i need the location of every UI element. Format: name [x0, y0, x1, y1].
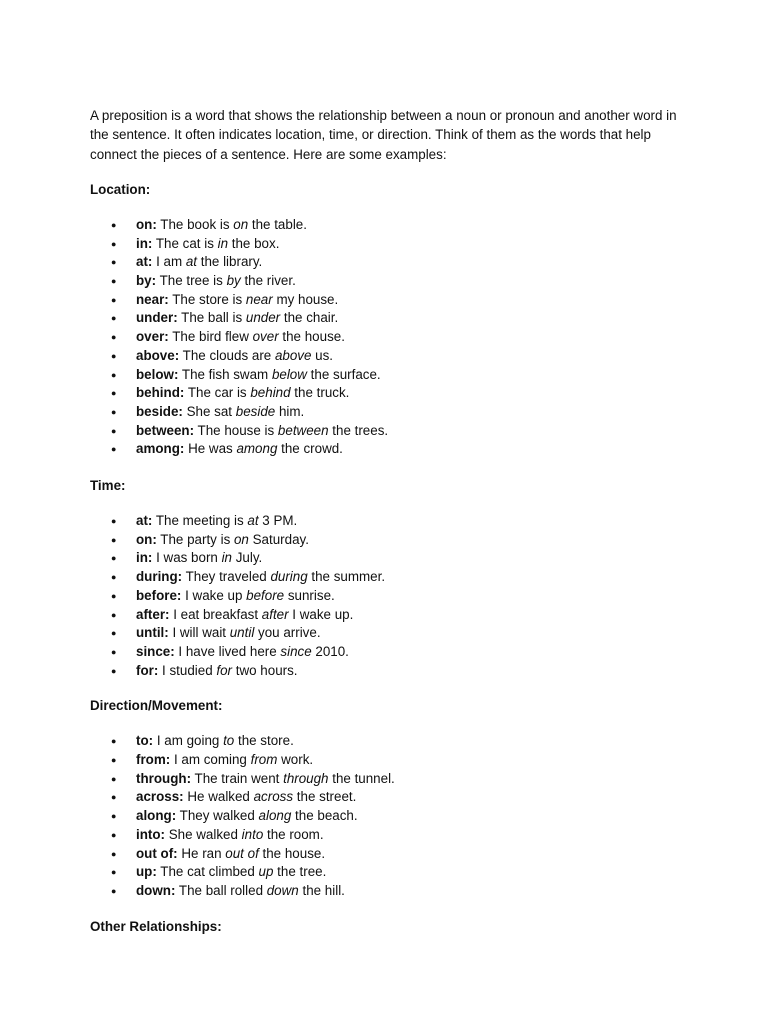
list-item — [90, 882, 690, 901]
list-item — [90, 788, 690, 807]
example-text: the library. — [197, 254, 263, 270]
example-text: I have lived here — [174, 643, 281, 659]
example-text: The cat is — [152, 235, 218, 251]
example-text: I wake up — [181, 587, 247, 603]
example-text: She walked — [165, 826, 242, 842]
preposition-term: through: — [136, 770, 192, 786]
list-item — [90, 216, 690, 235]
example-text: two hours. — [232, 662, 298, 678]
list-item — [90, 512, 690, 531]
preposition-term: between: — [136, 422, 195, 438]
list-item — [90, 863, 690, 882]
example-text: the crowd. — [277, 441, 343, 457]
list-item — [90, 606, 690, 625]
list-item — [90, 770, 690, 789]
example-emphasis: on — [233, 216, 249, 232]
preposition-term: in: — [136, 235, 153, 251]
example-text: The car is — [184, 385, 251, 401]
example-text: the river. — [240, 273, 296, 288]
preposition-term: near: — [136, 291, 169, 307]
example-text: I will wait — [168, 625, 230, 641]
preposition-term: to: — [136, 733, 154, 749]
list-item — [90, 347, 690, 366]
list-item — [90, 422, 690, 441]
preposition-term: among: — [136, 441, 185, 457]
preposition-term: over: — [136, 329, 169, 345]
preposition-term: in: — [136, 550, 153, 566]
list-item — [90, 440, 690, 459]
example-text: my house. — [272, 291, 339, 307]
example-text: the street. — [293, 789, 357, 805]
section-heading: Direction/Movement: — [90, 698, 223, 714]
preposition-term: above: — [136, 347, 180, 363]
example-text: 2010. — [311, 643, 349, 659]
example-text: He ran — [177, 845, 226, 861]
list-item — [90, 845, 690, 864]
example-text: The tree is — [156, 273, 227, 288]
example-emphasis: on — [233, 531, 249, 547]
example-text: He walked — [183, 789, 254, 805]
list-item — [90, 732, 690, 751]
preposition-term: since: — [136, 643, 175, 659]
example-text: She sat — [182, 403, 236, 419]
example-text: I am going — [153, 733, 224, 749]
example-emphasis: under — [245, 310, 281, 326]
preposition-term: beside: — [136, 403, 183, 419]
example-emphasis: between — [277, 422, 329, 438]
list-item — [90, 366, 690, 385]
example-emphasis: at — [185, 254, 198, 270]
example-emphasis: since — [280, 643, 312, 659]
preposition-term: under: — [136, 310, 178, 326]
example-text: the chair. — [280, 310, 339, 326]
example-text: us. — [311, 347, 334, 363]
example-text: the room. — [263, 826, 324, 842]
preposition-term: before: — [136, 587, 182, 603]
example-emphasis: beside — [235, 403, 276, 419]
example-emphasis: above — [274, 347, 312, 363]
preposition-term: on: — [136, 216, 157, 232]
section-heading: Location: — [90, 181, 151, 197]
example-emphasis: during — [270, 569, 308, 585]
example-emphasis: along — [258, 808, 292, 824]
list-item — [90, 291, 690, 310]
example-text: I eat breakfast — [169, 606, 262, 622]
example-emphasis: over — [252, 329, 279, 345]
list-item — [90, 807, 690, 826]
preposition-term: across: — [136, 789, 184, 805]
example-text: the beach. — [291, 808, 358, 824]
example-text: The meeting is — [152, 513, 248, 529]
example-text: the tunnel. — [328, 770, 395, 786]
list-item — [90, 403, 690, 422]
section-heading: Other Relationships: — [90, 918, 222, 934]
preposition-term: on: — [136, 531, 157, 547]
example-emphasis: up — [258, 864, 274, 880]
preposition-term: after: — [136, 606, 170, 622]
example-emphasis: down — [266, 882, 299, 898]
preposition-term: out of: — [136, 845, 178, 861]
example-text: the trees. — [328, 422, 389, 438]
example-emphasis: near — [245, 291, 273, 307]
list-item — [90, 624, 690, 643]
example-text: He was — [184, 441, 237, 457]
example-emphasis: to — [223, 733, 235, 749]
preposition-term: into: — [136, 826, 165, 842]
list-item — [90, 531, 690, 550]
preposition-term: from: — [136, 752, 171, 768]
example-emphasis: behind — [250, 385, 291, 401]
intro-paragraph: A preposition is a word that shows the relationship between a noun or pronoun and another word in the sentence. It often indicates location, time, or direction. Think of them as the words that help connect the pieces of a sentence. Here are some examples: — [90, 108, 677, 162]
preposition-term: up: — [136, 864, 157, 880]
example-text: They traveled — [182, 569, 271, 585]
list-item — [90, 568, 690, 587]
preposition-term: during: — [136, 569, 183, 585]
example-text: The book is — [156, 216, 234, 232]
example-text: the box. — [228, 235, 280, 251]
list-item — [90, 328, 690, 347]
example-emphasis: for — [216, 662, 233, 678]
example-text: I am — [152, 254, 186, 270]
sections-container — [90, 181, 690, 936]
example-text: The store is — [168, 291, 246, 307]
list-item — [90, 643, 690, 662]
example-emphasis: at — [247, 513, 259, 529]
example-text: the house. — [278, 329, 345, 345]
example-text: The bird flew — [168, 329, 253, 345]
example-text: the table. — [248, 216, 307, 232]
example-text: the truck. — [290, 385, 350, 401]
preposition-term: at: — [136, 513, 153, 529]
list-item — [90, 384, 690, 403]
example-text: The ball rolled — [175, 882, 267, 898]
example-text: the tree. — [273, 864, 327, 880]
example-text: The fish swam — [178, 366, 272, 382]
example-emphasis: after — [261, 606, 289, 622]
preposition-term: until: — [136, 625, 169, 641]
example-text: him. — [275, 403, 305, 419]
section-heading: Time: — [90, 478, 126, 494]
preposition-list — [90, 512, 690, 680]
example-text: the surface. — [306, 366, 381, 382]
list-item — [90, 253, 690, 272]
example-text: The ball is — [177, 310, 246, 326]
preposition-term: at: — [136, 254, 153, 270]
list-item — [90, 235, 690, 254]
example-emphasis: from — [250, 752, 278, 768]
example-text: The cat climbed — [156, 864, 259, 880]
example-emphasis: below — [271, 366, 307, 382]
list-item — [90, 826, 690, 845]
list-item — [90, 662, 690, 681]
example-emphasis: into — [241, 826, 264, 842]
example-text: 3 PM. — [258, 513, 298, 529]
example-text: The clouds are — [179, 347, 275, 363]
example-text: Saturday. — [248, 531, 309, 547]
preposition-term: by: — [136, 273, 157, 288]
example-emphasis: in — [221, 550, 233, 566]
example-text: the house. — [258, 845, 326, 861]
example-text: The party is — [156, 531, 234, 547]
example-text: work. — [277, 752, 314, 768]
example-text: They walked — [176, 808, 259, 824]
example-emphasis: by — [226, 273, 241, 288]
example-emphasis: before — [246, 587, 285, 603]
list-item — [90, 549, 690, 568]
preposition-term: below: — [136, 366, 179, 382]
example-emphasis: in — [217, 235, 229, 251]
list-item — [90, 587, 690, 606]
example-emphasis: until — [229, 625, 255, 641]
preposition-term: along: — [136, 808, 177, 824]
example-text: the store. — [234, 733, 294, 749]
example-text: you arrive. — [254, 625, 321, 641]
document-page — [90, 106, 690, 936]
example-text: I was born — [152, 550, 222, 566]
list-item — [90, 309, 690, 328]
preposition-list — [90, 216, 690, 459]
example-emphasis: out of — [225, 845, 259, 861]
preposition-list — [90, 732, 690, 900]
example-text: the hill. — [298, 882, 345, 898]
example-text: The house is — [194, 422, 278, 438]
example-emphasis: among — [236, 441, 278, 457]
example-text: I am coming — [170, 752, 251, 768]
example-emphasis: through — [283, 770, 329, 786]
example-text: I studied — [158, 662, 217, 678]
preposition-term: for: — [136, 662, 159, 678]
list-item — [90, 272, 690, 291]
example-text: I wake up. — [288, 606, 354, 622]
preposition-term: behind: — [136, 385, 185, 401]
preposition-term: down: — [136, 882, 176, 898]
example-text: July. — [232, 550, 263, 566]
example-text: the summer. — [307, 569, 386, 585]
example-emphasis: across — [253, 789, 294, 805]
example-text: The train went — [191, 770, 284, 786]
list-item — [90, 751, 690, 770]
example-text: sunrise. — [284, 587, 335, 603]
